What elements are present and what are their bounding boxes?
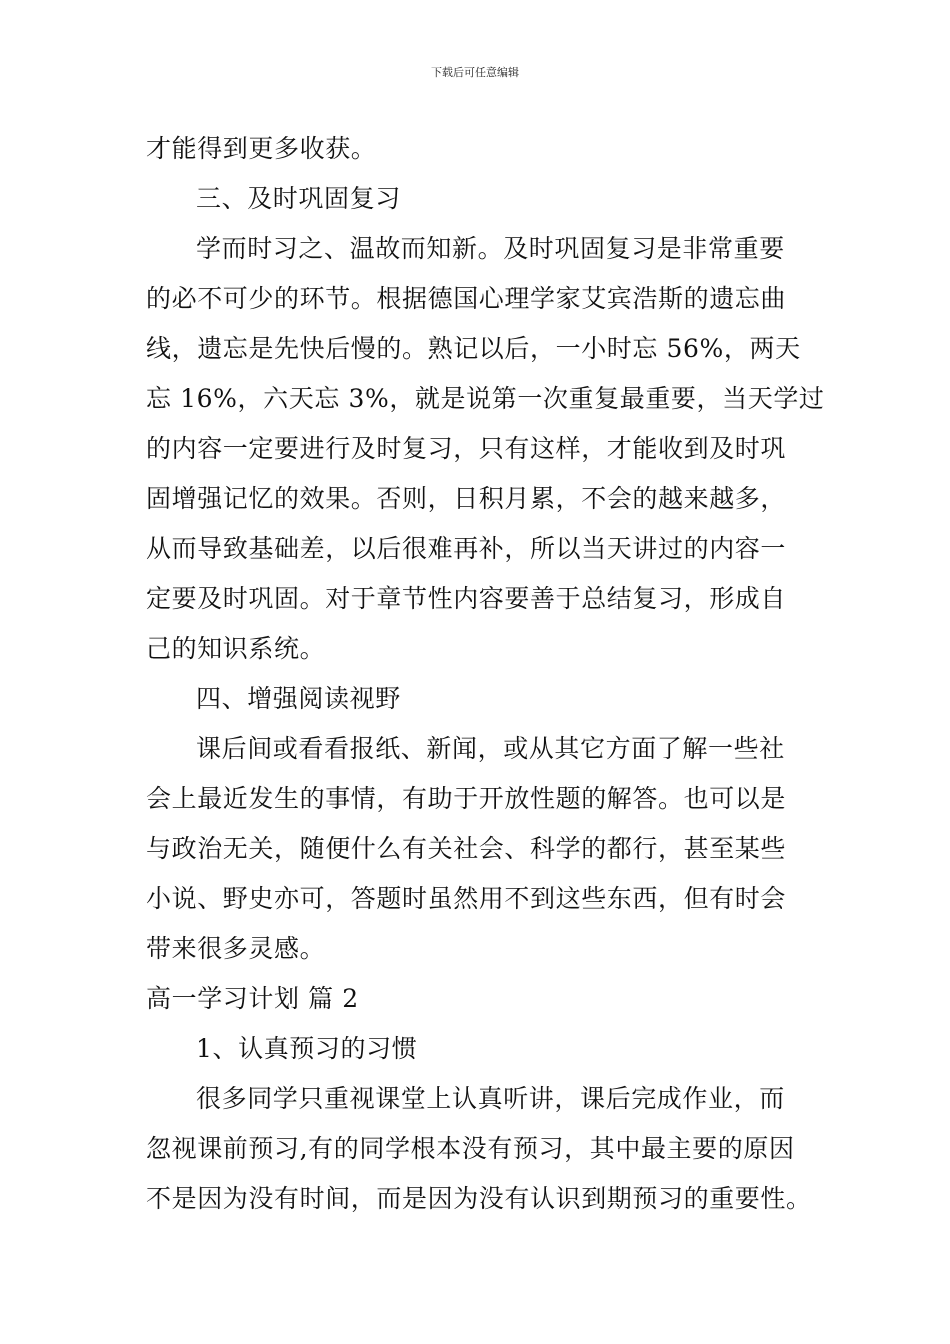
paragraph-line: 忽视课前预习,有的同学根本没有预习，其中最主要的原因: [146, 1134, 795, 1163]
paragraph-line: 很多同学只重视课堂上认真听讲，课后完成作业，而: [196, 1084, 785, 1113]
paragraph-line: 己的知识系统。: [146, 634, 326, 663]
paragraph-line: 从而导致基础差，以后很难再补，所以当天讲过的内容一: [146, 534, 787, 563]
article-title: 高一学习计划 篇 2: [146, 984, 359, 1013]
paragraph-line: 才能得到更多收获。: [146, 134, 377, 163]
paragraph-line: 固增强记忆的效果。否则，日积月累，不会的越来越多，: [146, 484, 787, 513]
paragraph-line: 的内容一定要进行及时复习，只有这样，才能收到及时巩: [146, 434, 787, 463]
paragraph-line: 学而时习之、温故而知新。及时巩固复习是非常重要: [196, 234, 785, 263]
section-heading: 三、及时巩固复习: [196, 184, 401, 213]
paragraph-line: 与政治无关，随便什么有关社会、科学的都行，甚至某些: [146, 834, 787, 863]
paragraph-line: 的必不可少的环节。根据德国心理学家艾宾浩斯的遗忘曲: [146, 284, 787, 313]
paragraph-line: 定要及时巩固。对于章节性内容要善于总结复习，形成自: [146, 584, 787, 613]
paragraph-line: 不是因为没有时间，而是因为没有认识到期预习的重要性。: [146, 1184, 812, 1213]
paragraph-line: 忘 16%，六天忘 3%，就是说第一次重复最重要，当天学过: [146, 384, 825, 413]
section-heading: 四、增强阅读视野: [196, 684, 401, 713]
paragraph-line: 线，遗忘是先快后慢的。熟记以后，一小时忘 56%，两天: [146, 334, 801, 363]
paragraph-line: 带来很多灵感。: [146, 934, 326, 963]
paragraph-line: 会上最近发生的事情，有助于开放性题的解答。也可以是: [146, 784, 787, 813]
paragraph-line: 课后间或看看报纸、新闻，或从其它方面了解一些社: [196, 734, 785, 763]
section-heading: 1、认真预习的习惯: [196, 1034, 418, 1063]
header-note: 下载后可任意编辑: [431, 66, 519, 79]
paragraph-line: 小说、野史亦可，答题时虽然用不到这些东西，但有时会: [146, 884, 787, 913]
